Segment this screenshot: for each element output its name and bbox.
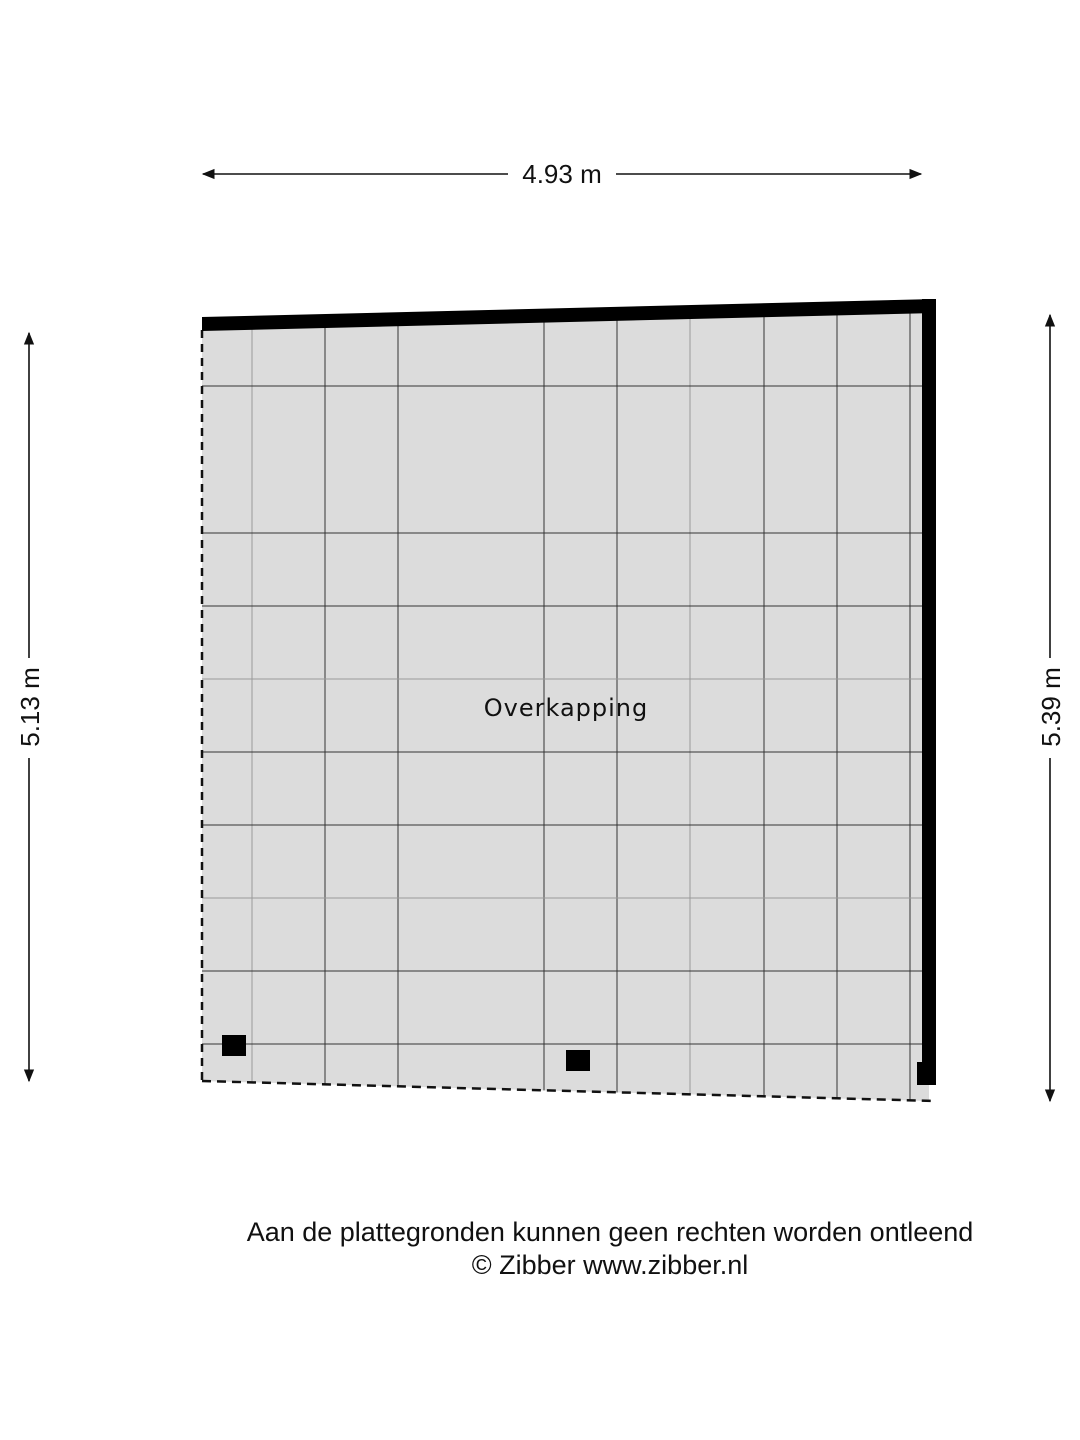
dimension-left-label: 5.13 m <box>15 667 45 747</box>
dimension-left <box>15 333 45 1081</box>
column-post <box>917 1062 936 1085</box>
wall-right <box>922 299 936 1085</box>
dimension-top <box>203 159 921 189</box>
disclaimer-text: Aan de plattegronden kunnen geen rechten worden ontleend <box>246 1217 974 1247</box>
column-post <box>222 1035 246 1056</box>
dimension-right <box>1036 315 1066 1101</box>
copyright-text: © Zibber www.zibber.nl <box>471 1250 749 1280</box>
room-label: Overkapping <box>483 694 649 722</box>
dimension-right-label: 5.39 m <box>1036 667 1066 747</box>
column-post <box>566 1050 590 1071</box>
dimension-top-label: 4.93 m <box>522 159 602 189</box>
